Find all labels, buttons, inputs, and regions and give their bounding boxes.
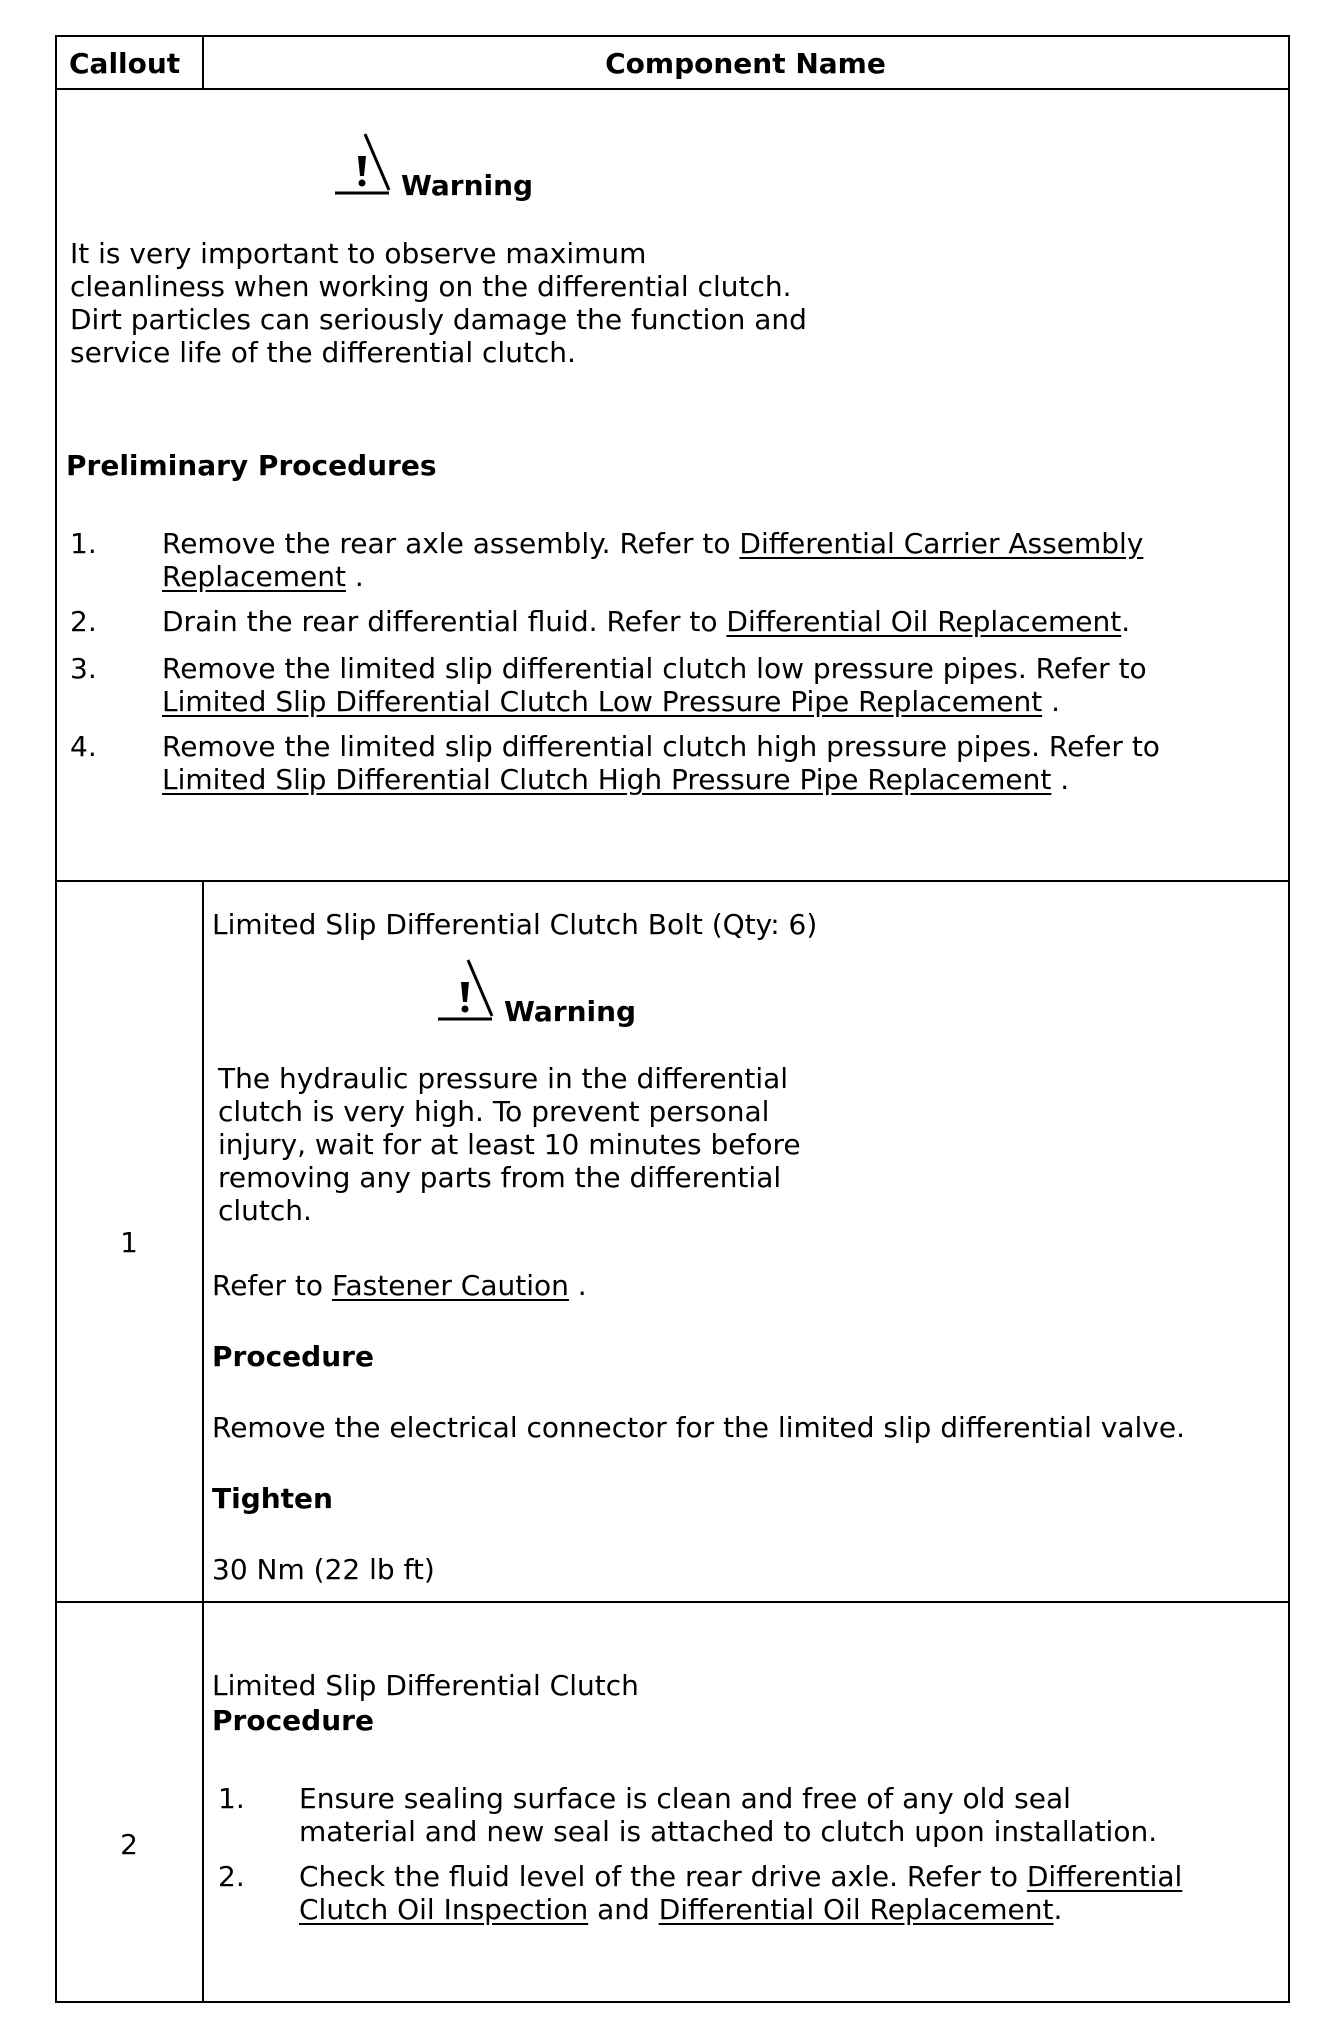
preliminary-procedures-title: Preliminary Procedures [66, 449, 437, 482]
step-text: Replacement . [162, 560, 364, 593]
warning-text-line: It is very important to observe maximum [70, 237, 647, 270]
callout-number: 2 [120, 1828, 138, 1861]
warning-icon [436, 958, 494, 1022]
table-border-right [1288, 35, 1290, 2003]
component-title: Limited Slip Differential Clutch [212, 1669, 639, 1702]
step-number: 2. [218, 1860, 245, 1893]
component-table [55, 35, 1290, 2003]
step-text: Remove the limited slip differential clutch low pressure pipes. Refer to [162, 652, 1147, 685]
procedure-title: Procedure [212, 1340, 374, 1373]
tighten-spec: 30 Nm (22 lb ft) [212, 1553, 435, 1586]
link-low-pressure-pipe-replacement[interactable]: Limited Slip Differential Clutch Low Pressure Pipe Replacement [162, 685, 1043, 718]
link-differential-carrier-assembly[interactable]: Replacement [162, 560, 346, 593]
header-callout: Callout [69, 47, 181, 80]
warning-text-line: cleanliness when working on the differential clutch. [70, 270, 792, 303]
warning-text-line: service life of the differential clutch. [70, 336, 576, 369]
step-number: 3. [70, 652, 97, 685]
link-fastener-caution[interactable]: Fastener Caution [331, 1269, 569, 1302]
component-title: Limited Slip Differential Clutch Bolt (Qty: 6) [212, 908, 818, 941]
link-differential-carrier-assembly[interactable]: Differential Carrier Assembly [739, 527, 1144, 560]
link-differential-clutch-oil-inspection[interactable]: Clutch Oil Inspection [299, 1893, 589, 1926]
header-divider [55, 88, 1290, 90]
step-number: 4. [70, 730, 97, 763]
warning-text-line: clutch. [218, 1194, 312, 1227]
step-text: Limited Slip Differential Clutch Low Pressure Pipe Replacement . [162, 685, 1060, 718]
table-border-top [55, 35, 1290, 37]
step-number: 2. [70, 605, 97, 638]
procedure-title: Procedure [212, 1704, 374, 1737]
step-text: Ensure sealing surface is clean and free of any old seal [299, 1782, 1071, 1815]
step-number: 1. [70, 527, 97, 560]
warning-text-line: clutch is very high. To prevent personal [218, 1095, 770, 1128]
refer-text: Refer to Fastener Caution . [212, 1269, 587, 1302]
warning-label: Warning [401, 169, 534, 202]
step-number: 1. [218, 1782, 245, 1815]
header-component-name: Component Name [605, 47, 886, 80]
warning-text-line: removing any parts from the differential [218, 1161, 782, 1194]
warning-icon [333, 132, 391, 196]
tighten-title: Tighten [212, 1482, 333, 1515]
step-text: Limited Slip Differential Clutch High Pressure Pipe Replacement . [162, 763, 1070, 796]
warning-text-line: injury, wait for at least 10 minutes before [218, 1128, 801, 1161]
table-border-bottom [55, 2001, 1290, 2003]
step-text: Check the fluid level of the rear drive axle. Refer to Differential [299, 1860, 1183, 1893]
link-differential-clutch-oil-inspection[interactable]: Differential [1026, 1860, 1183, 1893]
link-differential-oil-replacement[interactable]: Differential Oil Replacement [658, 1893, 1054, 1926]
link-differential-oil-replacement[interactable]: Differential Oil Replacement [726, 605, 1122, 638]
table-border-left [55, 35, 57, 2003]
warning-text-line: The hydraulic pressure in the differential [218, 1062, 789, 1095]
warning-text-line: Dirt particles can seriously damage the function and [70, 303, 807, 336]
warning-label: Warning [504, 995, 637, 1028]
procedure-text: Remove the electrical connector for the limited slip differential valve. [212, 1411, 1185, 1444]
step-text: Drain the rear differential fluid. Refer to Differential Oil Replacement. [162, 605, 1131, 638]
row-divider-2 [55, 1601, 1290, 1603]
step-text: Remove the rear axle assembly. Refer to Differential Carrier Assembly [162, 527, 1144, 560]
link-high-pressure-pipe-replacement[interactable]: Limited Slip Differential Clutch High Pressure Pipe Replacement [162, 763, 1052, 796]
step-text: Clutch Oil Inspection and Differential Oil Replacement. [299, 1893, 1063, 1926]
row-divider-1 [55, 880, 1290, 882]
callout-number: 1 [120, 1226, 138, 1259]
step-text: material and new seal is attached to clutch upon installation. [299, 1815, 1158, 1848]
step-text: Remove the limited slip differential clutch high pressure pipes. Refer to [162, 730, 1160, 763]
